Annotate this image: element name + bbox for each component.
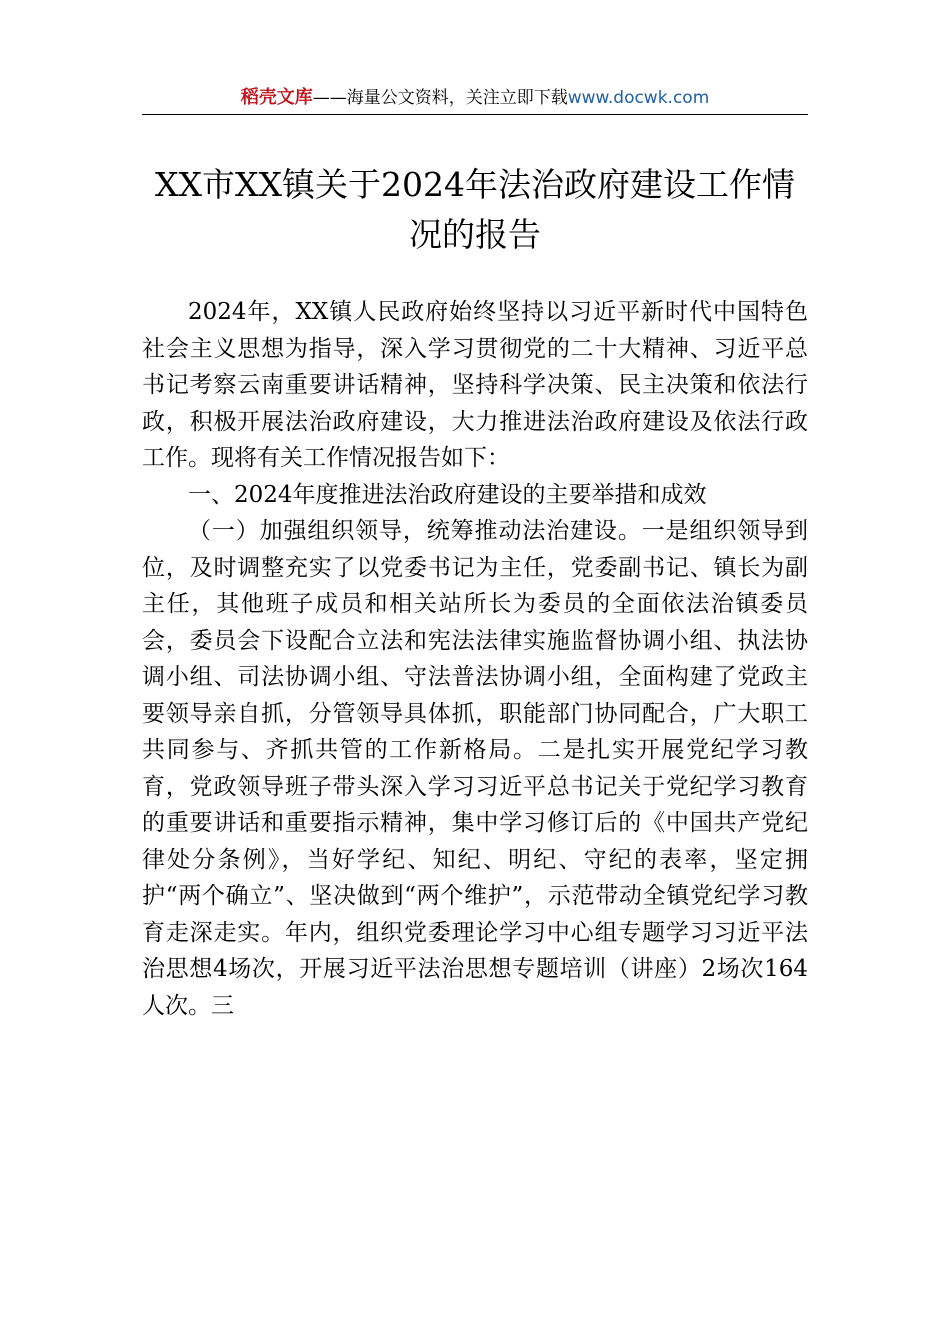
- website-link[interactable]: www.docwk.com: [567, 88, 710, 108]
- page-header: [142, 84, 808, 112]
- header-divider: [142, 114, 808, 115]
- document-body: [142, 294, 808, 1024]
- header-tagline: ——海量公文资料，关注立即下载: [312, 88, 568, 108]
- intro-paragraph: 2024年，XX镇人民政府始终坚持以习近平新时代中国特色社会主义思想为指导，深入学习贯彻党的二十大精神、习近平总书记考察云南重要讲话精神，坚持科学决策、民主决策和依法行政，积极开展法治政府建设，大力推进法治政府建设及依法行政工作。现将有关工作情况报告如下：: [142, 299, 808, 471]
- document-title: XX市XX镇关于2024年法治政府建设工作情况的报告: [155, 165, 795, 254]
- body-paragraph: （一）加强组织领导，统筹推动法治建设。一是组织领导到位，及时调整充实了以党委书记为主任，党委副书记、镇长为副主任，其他班子成员和相关站所长为委员的全面依法治镇委员会，委员会下设配合立法和宪法法律实施监督协调小组、执法协调小组、司法协调小组、守法普法协调小组，全面构建了党政主要领导亲自抓，分管领导具体抓，职能部门协同配合，广大职工共同参与、齐抓共管的工作新格局。二是扎实开展党纪学习教育，党政领导班子带头深入学习习近平总书记关于党纪学习教育的重要讲话和重要指示精神，集中学习修订后的《中国共产党纪律处分条例》，当好学纪、知纪、明纪、守纪的表率，坚定拥护“两个确立”、坚决做到“两个维护”，示范带动全镇党纪学习教育走深走实。年内，组织党委理论学习中心组专题学习习近平法治思想4场次，开展习近平法治思想专题培训（讲座）2场次164人次。三: [142, 518, 808, 1019]
- brand-name: 稻壳文库: [240, 87, 313, 108]
- section-heading: 一、2024年度推进法治政府建设的主要举措和成效: [188, 481, 707, 508]
